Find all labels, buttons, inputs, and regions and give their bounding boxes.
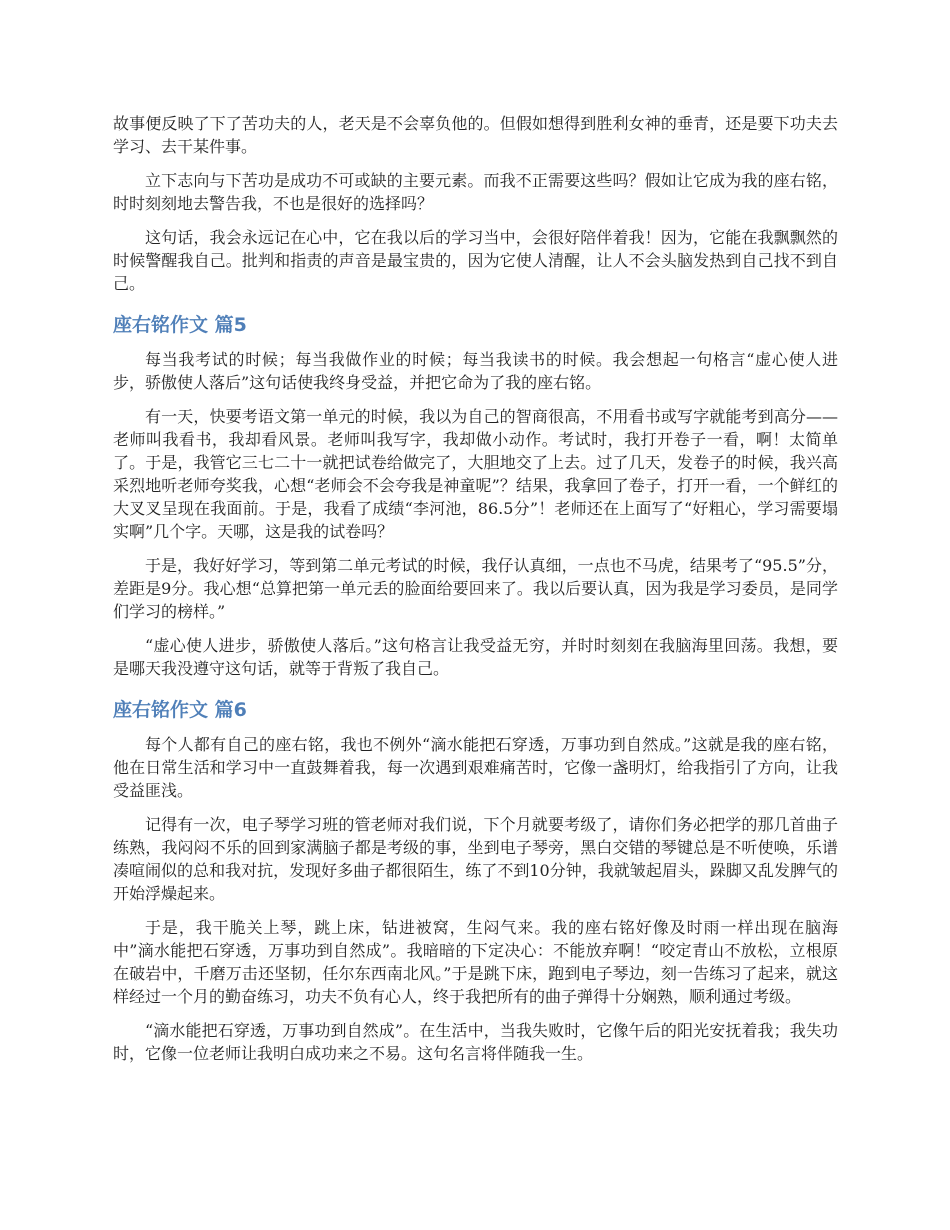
paragraph: 立下志向与下苦功是成功不可或缺的主要元素。而我不正需要这些吗？假如让它成为我的座右铭，时时刻刻地去警告我，不也是很好的选择吗？ [113, 171, 838, 213]
paragraph: 于是，我好好学习，等到第二单元考试的时候，我仔认真细，一点也不马虎，结果考了“95.5”分，差距是9分。我心想“总算把第一单元丢的脸面给要回来了。我以后要认真，因为我是学习委员，是同学们学习的榜样。” [113, 556, 838, 621]
document-page [113, 112, 838, 1076]
paragraph: 有一天，快要考语文第一单元的时候，我以为自己的智商很高，不用看书或写字就能考到高分——老师叫我看书，我却看风景。老师叫我写字，我却做小动作。考试时，我打开卷子一看，啊！太简单了。于是，我管它三七二十一就把试卷给做完了，大胆地交了上去。过了几天，发卷子的时候，我兴高采烈地听老师夸奖我，心想“老师会不会夸我是神童呢”？结果，我拿回了卷子，打开一看，一个鲜红的大叉叉呈现在我面前。于是，我看了成绩“李河池，86.5分”！老师还在上面写了“好粗心，学习需要塌实啊”几个字。天哪，这是我的试卷吗？ [113, 407, 838, 541]
paragraph: 每个人都有自己的座右铭，我也不例外“滴水能把石穿透，万事功到自然成。”这就是我的座右铭，他在日常生活和学习中一直鼓舞着我，每一次遇到艰难痛苦时，它像一盏明灯，给我指引了方向，让我受益匪浅。 [113, 735, 838, 800]
paragraph: “滴水能把石穿透，万事功到自然成”。在生活中，当我失败时，它像午后的阳光安抚着我；我失功时，它像一位老师让我明白成功来之不易。这句名言将伴随我一生。 [113, 1021, 838, 1063]
section-heading: 座右铭作文 篇6 [113, 699, 247, 721]
paragraph: 记得有一次，电子琴学习班的管老师对我们说，下个月就要考级了，请你们务必把学的那几首曲子练熟，我闷闷不乐的回到家满脑子都是考级的事，坐到电子琴旁，黑白交错的琴键总是不听使唤，乐谱凑喧闹似的总和我对抗，发现好多曲子都很陌生，练了不到10分钟，我就皱起眉头，跺脚又乱发脾气的开始浮燥起来。 [113, 815, 838, 903]
paragraph: 这句话，我会永远记在心中，它在我以后的学习当中，会很好陪伴着我！因为，它能在我飘飘然的时候警醒我自己。批判和指责的声音是最宝贵的，因为它使人清醒，让人不会头脑发热到自己找不到自己。 [113, 228, 838, 293]
paragraph: 每当我考试的时候；每当我做作业的时候；每当我读书的时候。我会想起一句格言“虚心使人进步，骄傲使人落后”这句话使我终身受益，并把它命为了我的座右铭。 [113, 350, 838, 392]
paragraph: 故事便反映了下了苦功夫的人，老天是不会辜负他的。但假如想得到胜利女神的垂青，还是要下功夫去学习、去干某件事。 [113, 114, 838, 156]
section-heading: 座右铭作文 篇5 [113, 314, 247, 336]
paragraph: 于是，我干脆关上琴，跳上床，钻进被窝，生闷气来。我的座右铭好像及时雨一样出现在脑海中”滴水能把石穿透，万事功到自然成”。我暗暗的下定决心：不能放弃啊！“咬定青山不放松，立根原在破岩中，千磨万击还坚韧，任尔东西南北风。”于是跳下床，跑到电子琴边，刻一告练习了起来，就这样经过一个月的勤奋练习，功夫不负有心人，终于我把所有的曲子弹得十分娴熟，顺利通过考级。 [113, 918, 838, 1006]
paragraph: “虚心使人进步，骄傲使人落后。”这句格言让我受益无穷，并时时刻刻在我脑海里回荡。我想，要是哪天我没遵守这句话，就等于背叛了我自己。 [113, 636, 838, 678]
